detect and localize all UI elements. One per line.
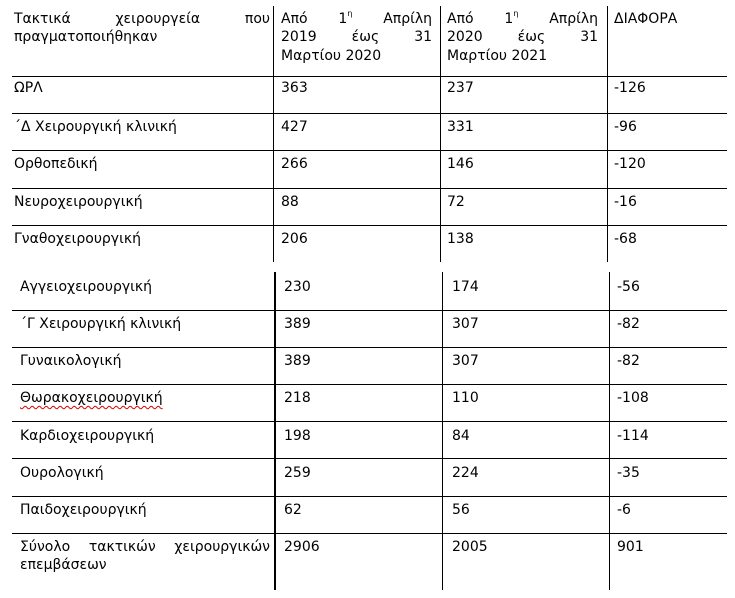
- header-col1-line2: πραγματοποιήθηκαν: [14, 29, 158, 45]
- row-value-2020: 230: [284, 279, 311, 295]
- header-col2-line2: [281, 28, 432, 46]
- row-name: ΩΡΛ: [14, 80, 43, 96]
- header-word: χειρουργεία: [115, 11, 201, 27]
- row-value-2021: 84: [452, 428, 470, 444]
- header-word: 31: [580, 29, 599, 45]
- row-diff: -82: [617, 353, 640, 369]
- header-col3-line1: [447, 10, 598, 28]
- rule-row: [12, 150, 727, 151]
- rule-row: [12, 496, 727, 497]
- rule-col: [274, 272, 276, 590]
- row-diff: -96: [614, 119, 637, 135]
- row-name: Θωρακοχειρουργική: [20, 390, 163, 406]
- row-name: Γναθοχειρουργική: [14, 231, 141, 247]
- row-value-2021: 307: [452, 353, 479, 369]
- rule-row: [12, 421, 727, 422]
- row-value-2020: 266: [281, 156, 308, 172]
- header-col1-line1: [14, 10, 270, 28]
- total-label-line2: επεμβάσεων: [20, 557, 107, 573]
- row-name: Καρδιοχειρουργική: [20, 428, 155, 444]
- header-word: 2019: [281, 29, 317, 45]
- row-name: Νευροχειρουργική: [14, 194, 143, 210]
- row-value-2021: 331: [447, 119, 474, 135]
- rule-col: [440, 6, 441, 262]
- row-value-2020: 259: [284, 465, 311, 481]
- row-diff: -56: [617, 279, 640, 295]
- row-name: Παιδοχειρουργική: [20, 502, 147, 518]
- row-diff: -6: [617, 502, 631, 518]
- header-ordinal-suffix: η: [513, 9, 519, 19]
- row-value-2021: 174: [452, 279, 479, 295]
- header-ordinal: [504, 11, 518, 27]
- row-name: ΄Γ Χειρουργική κλινική: [20, 316, 182, 332]
- rule-row: [12, 533, 727, 534]
- row-value-2021: 56: [452, 502, 470, 518]
- header-word: που: [244, 11, 271, 27]
- row-diff: -120: [614, 156, 646, 172]
- total-diff: 901: [617, 539, 644, 555]
- row-name: Ορθοπεδική: [14, 156, 98, 172]
- header-word: Από: [447, 11, 474, 27]
- row-value-2020: 363: [281, 80, 308, 96]
- row-name: Ουρολογική: [20, 465, 104, 481]
- header-word: έως: [351, 29, 380, 45]
- row-value-2021: 224: [452, 465, 479, 481]
- row-value-2020: 88: [281, 194, 299, 210]
- header-word: Απρίλη: [383, 11, 432, 27]
- rule-header-bottom: [12, 76, 727, 77]
- row-value-2020: 198: [284, 428, 311, 444]
- row-value-2020: 62: [284, 502, 302, 518]
- total-value-2021: 2005: [452, 539, 488, 555]
- header-word: 2020: [447, 29, 483, 45]
- row-value-2021: 307: [452, 316, 479, 332]
- row-value-2021: 138: [447, 231, 474, 247]
- rule-row: [12, 310, 727, 311]
- total-word: χειρουργικών: [174, 539, 270, 555]
- row-diff: -108: [617, 390, 649, 406]
- header-word: Απρίλη: [549, 11, 598, 27]
- row-value-2020: 206: [281, 231, 308, 247]
- row-diff: -16: [614, 194, 637, 210]
- rule-col: [273, 6, 274, 262]
- rule-row: [12, 188, 727, 189]
- total-word: τακτικών: [88, 539, 156, 555]
- rule-row: [12, 225, 727, 226]
- row-diff: -126: [614, 80, 646, 96]
- rule-row: [12, 458, 727, 459]
- row-diff: -82: [617, 316, 640, 332]
- rule-row: [12, 113, 727, 114]
- header-word: Από: [281, 11, 308, 27]
- row-diff: -68: [614, 231, 637, 247]
- row-value-2021: 146: [447, 156, 474, 172]
- row-name: ΄Δ Χειρουργική κλινική: [14, 119, 177, 135]
- total-value-2020: 2906: [284, 539, 320, 555]
- row-value-2020: 427: [281, 119, 308, 135]
- rule-row: [12, 347, 727, 348]
- header-col2-line3: Μαρτίου 2020: [281, 48, 382, 64]
- row-diff: -114: [617, 428, 649, 444]
- header-col2-line1: [281, 10, 432, 28]
- header-ordinal-suffix: η: [347, 9, 353, 19]
- row-value-2021: 110: [452, 390, 479, 406]
- rule-row: [12, 384, 727, 385]
- row-value-2020: 218: [284, 390, 311, 406]
- row-value-2021: 72: [447, 194, 465, 210]
- header-word: Τακτικά: [14, 11, 71, 27]
- header-ordinal: [338, 11, 352, 27]
- total-word: Σύνολο: [20, 539, 71, 555]
- header-ordinal-number: 1: [504, 11, 514, 27]
- row-value-2020: 389: [284, 353, 311, 369]
- header-col4: ΔΙΑΦΟΡΑ: [614, 11, 678, 27]
- rule-col: [442, 272, 443, 590]
- rule-col: [607, 6, 608, 262]
- row-value-2020: 389: [284, 316, 311, 332]
- header-ordinal-number: 1: [338, 11, 348, 27]
- rule-col: [609, 272, 610, 590]
- header-col3-line2: [447, 28, 598, 46]
- header-word: έως: [517, 29, 546, 45]
- header-col3-line3: Μαρτίου 2021: [447, 48, 548, 64]
- total-label-line1: [20, 538, 270, 556]
- header-word: 31: [414, 29, 433, 45]
- row-diff: -35: [617, 465, 640, 481]
- row-name: Γυναικολογική: [20, 353, 122, 369]
- row-name: Αγγειοχειρουργική: [20, 279, 152, 295]
- row-value-2021: 237: [447, 80, 474, 96]
